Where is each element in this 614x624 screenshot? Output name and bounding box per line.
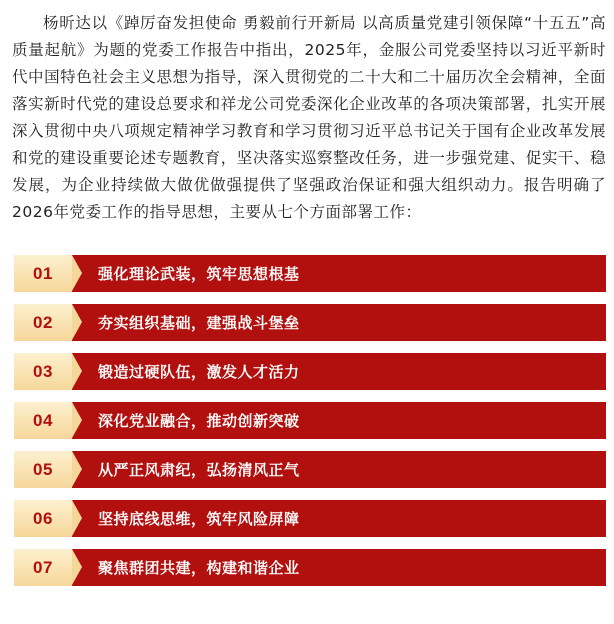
number-badge bbox=[14, 255, 72, 292]
task-number: 04 bbox=[33, 410, 53, 430]
task-list bbox=[14, 255, 606, 598]
task-title: 锻造过硬队伍，激发人才活力 bbox=[98, 363, 300, 381]
task-item-1 bbox=[14, 255, 606, 292]
task-item-7 bbox=[14, 549, 606, 586]
number-badge bbox=[14, 451, 72, 488]
task-item-4 bbox=[14, 402, 606, 439]
task-title: 夯实组织基础，建强战斗堡垒 bbox=[98, 314, 300, 332]
intro-paragraph: 杨昕达以《踔厉奋发担使命 勇毅前行开新局 以高质量党建引领保障“十五五”高质量起航》为题的党委工作报告中指出，2025年，金服公司党委坚持以习近平新时代中国特色社会主义思想为指导，深入贯彻党的二十大和二十届历次全会精神，全面落实新时代党的建设总要求和祥龙公司党委深化企业改革的各项决策部署，扎实开展深入贯彻中央八项规定精神学习教育和学习贯彻习近平总书记关于国有企业改革发展和党的建设重要论述专题教育，坚决落实巡察整改任务，进一步强党建、促实干、稳发展，为企业持续做大做优做强提供了坚强政治保证和强大组织动力。报告明确了2026年党委工作的指导思想，主要从七个方面部署工作： bbox=[12, 14, 606, 221]
task-item-5 bbox=[14, 451, 606, 488]
task-number: 01 bbox=[33, 263, 53, 283]
task-item-6 bbox=[14, 500, 606, 537]
task-number: 03 bbox=[33, 361, 53, 381]
task-number: 05 bbox=[33, 459, 53, 479]
task-item-2 bbox=[14, 304, 606, 341]
number-badge bbox=[14, 304, 72, 341]
task-title: 深化党业融合，推动创新突破 bbox=[98, 412, 300, 430]
task-number: 02 bbox=[33, 312, 53, 332]
task-title: 坚持底线思维，筑牢风险屏障 bbox=[98, 510, 300, 528]
number-badge bbox=[14, 353, 72, 390]
task-number: 06 bbox=[33, 508, 53, 528]
task-title: 从严正风肃纪，弘扬清风正气 bbox=[98, 461, 300, 479]
task-number: 07 bbox=[33, 557, 53, 577]
task-title: 聚焦群团共建，构建和谐企业 bbox=[98, 559, 300, 577]
number-badge bbox=[14, 500, 72, 537]
number-badge bbox=[14, 549, 72, 586]
number-badge bbox=[14, 402, 72, 439]
task-item-3 bbox=[14, 353, 606, 390]
task-title: 强化理论武装，筑牢思想根基 bbox=[98, 265, 300, 283]
